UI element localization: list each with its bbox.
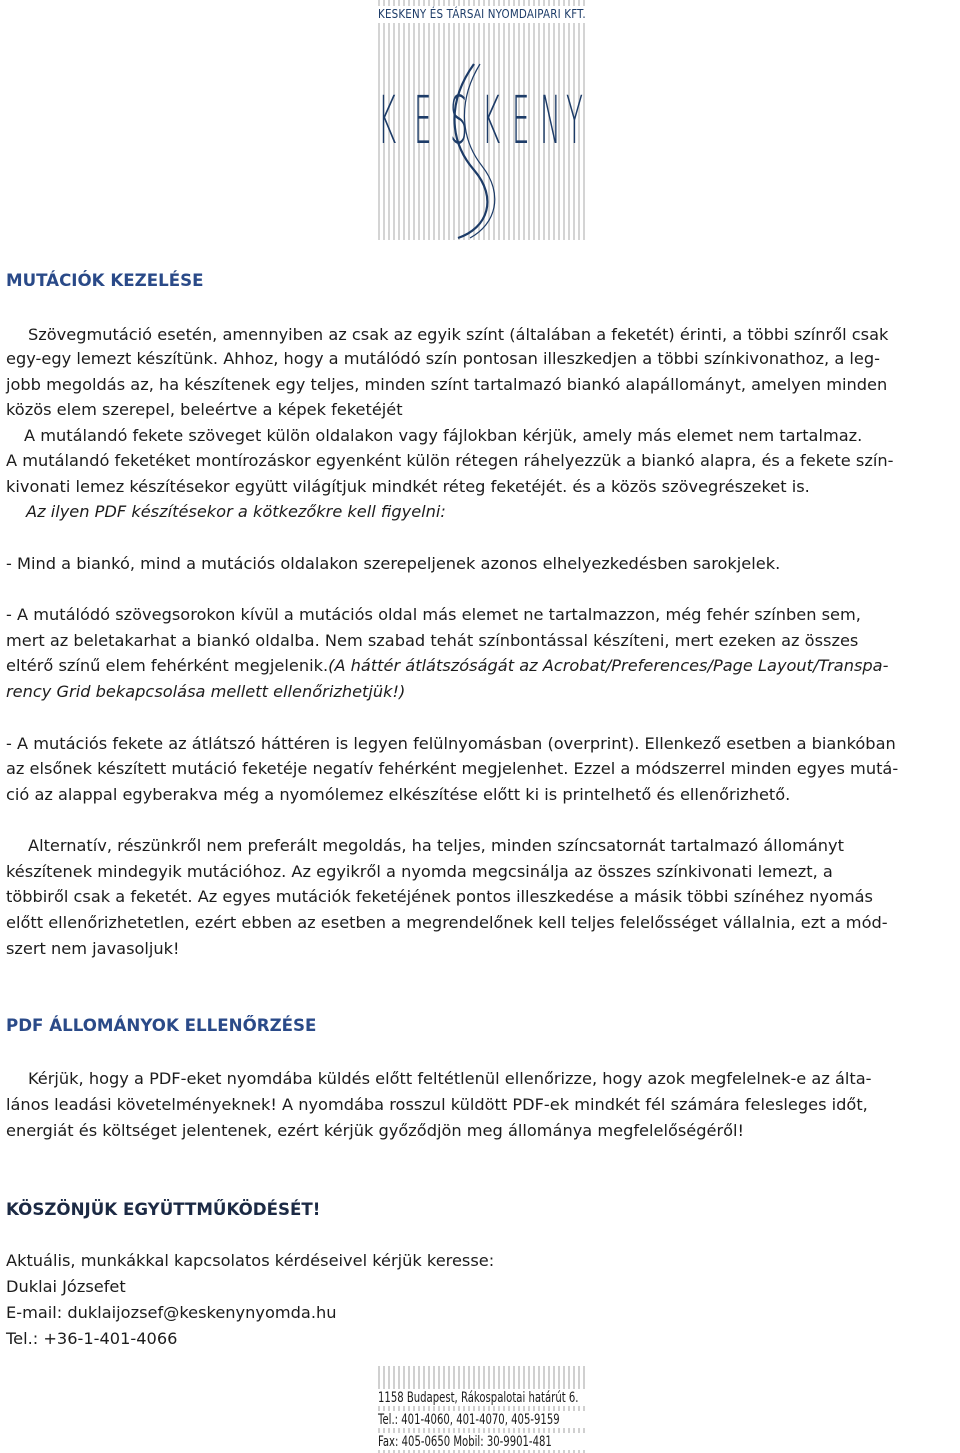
paragraph-line: lános leadási követelményeknek! A nyomdába rosszul küldött PDF-ek mindkét fél számára felesleges időt,	[6, 1095, 868, 1114]
bullet-line: - A mutálódó szövegsorokon kívül a mutációs oldal más elemet ne tartalmazzon, még fehér színben sem,	[6, 605, 861, 624]
italic-note	[6, 679, 405, 705]
paragraph-line: A mutálandó fekete szöveget külön oldalakon vagy fájlokban kérjük, amely más elemet nem tartalmaz.	[24, 426, 863, 445]
italic-note-text: (A háttér átlátszóságát az Acrobat/Preferences/Page Layout/Transpa-	[328, 656, 889, 675]
paragraph-line: mert az beletakarhat a biankó oldalba. Nem szabad tehát színbontással készíteni, mert ezeken az összes	[6, 631, 859, 650]
paragraph-line: szert nem javasoljuk!	[6, 939, 180, 958]
contact-name: Duklai Józsefet	[6, 1277, 126, 1296]
paragraph-line: az elsőnek készített mutáció feketéje negatív fehérként megjelenhet. Ezzel a módszerrel minden egyes mutá-	[6, 759, 899, 778]
paragraph-line: ció az alappal egyberakva még a nyomólemez elkészítése előtt ki is printelhető és ellenőrizhető.	[6, 785, 791, 804]
paragraph-line: A mutálandó feketéket montírozáskor egyenként külön rétegen ráhelyezzük a biankó alapra, és a fekete szín-	[6, 451, 894, 470]
bullet-line: - Mind a biankó, mind a mutációs oldalakon szerepeljenek azonos elhelyezkedésben sarokjelek.	[6, 554, 781, 573]
paragraph-line: energiát és költséget jelentenek, ezért kérjük győződjön meg állománya megfelelőségéről!	[6, 1121, 745, 1140]
logo-letter: K	[378, 82, 397, 159]
section-title-mutations: MUTÁCIÓK KEZELÉSE	[6, 271, 204, 291]
footer-address: 1158 Budapest, Rákospalotai határút 6.	[378, 1390, 579, 1406]
paragraph-line	[6, 653, 888, 679]
paragraph-text: eltérő színű elem fehérként megjelenik.	[6, 656, 329, 675]
paragraph-line: előtt ellenőrizhetetlen, ezért ebben az esetben a megrendelőnek kell teljes felelősséget vállalnia, ezt a mód-	[6, 913, 888, 932]
paragraph-line: jobb megoldás az, ha készítenek egy teljes, minden színt tartalmazó biankó alapállományt, amelyen minden	[6, 375, 888, 394]
logo-letter: S	[450, 82, 468, 159]
section-title-pdf-check: PDF ÁLLOMÁNYOK ELLENŐRZÉSE	[6, 1016, 317, 1036]
bullet-line: - A mutációs fekete az átlátszó háttéren is legyen felülnyomásban (overprint). Ellenkező esetben a biankóban	[6, 734, 896, 753]
logo-letter: N	[540, 82, 561, 159]
logo-letter: E	[414, 82, 432, 159]
paragraph-line: kivonati lemez készítésekor együtt világítjuk mindkét réteg feketéjét. és a közös szövegrészeket is.	[6, 477, 810, 496]
paragraph-line: Kérjük, hogy a PDF-eket nyomdába küldés előtt feltétlenül ellenőrizze, hogy azok megfelelnek-e az álta-	[28, 1069, 872, 1088]
paragraph-line: többiről csak a feketét. Az egyes mutációk feketéjének pontos illeszkedése a másik többi színéhez nyomás	[6, 887, 873, 906]
thank-you-heading: KÖSZÖNJÜK EGYÜTTMŰKÖDÉSÉT!	[6, 1200, 321, 1220]
contact-phone: Tel.: +36-1-401-4066	[6, 1329, 178, 1348]
contact-intro: Aktuális, munkákkal kapcsolatos kérdéseivel kérjük keresse:	[6, 1251, 495, 1270]
logo-letter: Y	[566, 82, 583, 159]
logo-letter: E	[512, 82, 530, 159]
logo-letter: K	[482, 82, 501, 159]
paragraph-line: Alternatív, részünkről nem preferált megoldás, ha teljes, minden színcsatornát tartalmazó állományt	[28, 836, 844, 855]
footer-fax: Fax: 405-0650 Mobil: 30-9901-481	[378, 1434, 552, 1450]
paragraph-line: készítenek mindegyik mutációhoz. Az egyikről a nyomda megcsinálja az összes színkivonati lemezt, a	[6, 862, 833, 881]
logo-wordmark	[378, 82, 588, 159]
footer-phone: Tel.: 401-4060, 401-4070, 405-9159	[378, 1412, 560, 1428]
contact-email: E-mail: duklaijozsef@keskenynyomda.hu	[6, 1303, 337, 1322]
italic-note-text: rency Grid bekapcsolása mellett ellenőrizhetjük!)	[6, 682, 406, 701]
italic-note-text: Az ilyen PDF készítésekor a kötkezőkre kell figyelni:	[26, 502, 446, 521]
paragraph-line: közös elem szerepel, beleértve a képek feketéjét	[6, 400, 403, 419]
italic-note	[26, 499, 446, 525]
paragraph-line: egy-egy lemezt készítünk. Ahhoz, hogy a mutálódó szín pontosan illeszkedjen a többi színkivonathoz, a leg-	[6, 349, 880, 368]
company-name: KESKENY ÉS TÁRSAI NYOMDAIPARI KFT.	[378, 7, 586, 21]
paragraph-line: Szövegmutáció esetén, amennyiben az csak az egyik színt (általában a feketét) érinti, a többi színről csak	[28, 325, 889, 344]
